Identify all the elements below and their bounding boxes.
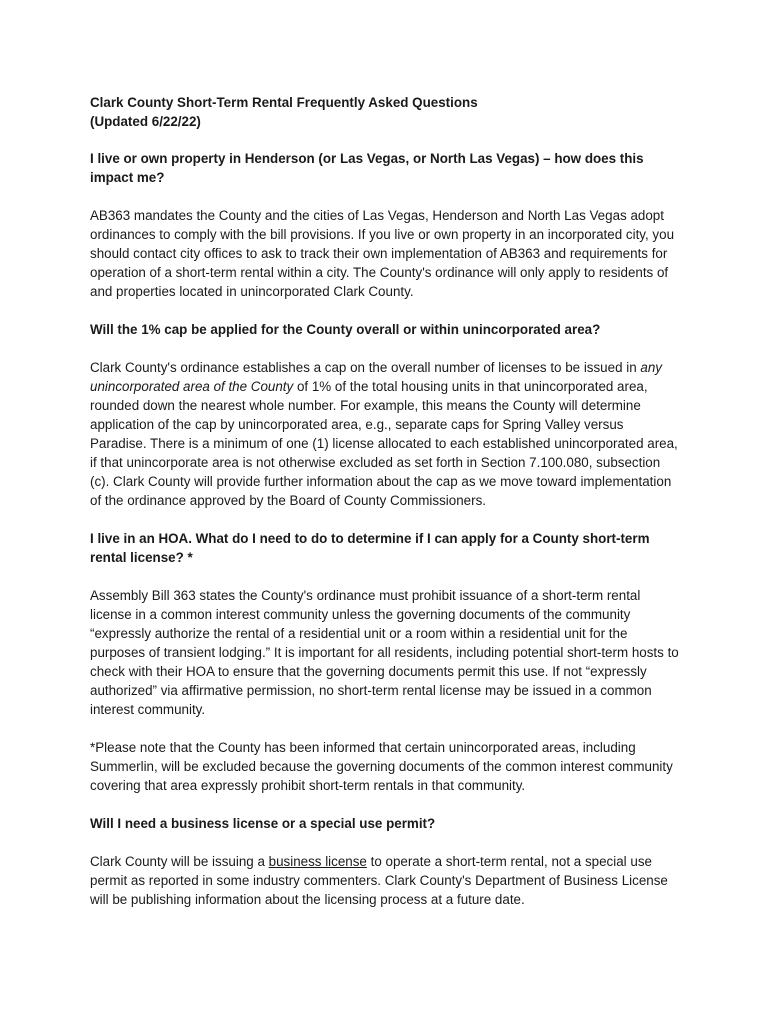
faq-note-3: *Please note that the County has been informed that certain unincorporated areas, including Summerlin, will be excluded because the governing documents of the common interest community covering that area expressly prohibit short-term rentals in that community. — [90, 740, 673, 793]
faq-answer-2-pre: Clark County's ordinance establishes a cap on the overall number of licenses to be issued in — [90, 360, 641, 375]
faq-answer-3: Assembly Bill 363 states the County's ordinance must prohibit issuance of a short-term rental license in a common interest community unless the governing documents of the community “expressly authorize the rental of a residential unit or a room within a residential unit for the purposes of transient lodging.” It is important for all residents, including potential short-term hosts to check with their HOA to ensure that the governing documents permit this use. If not “expressly authorized” via affirmative permission, no short-term rental license may be issued in a common interest community. — [90, 588, 679, 717]
business-license-link[interactable]: business license — [268, 854, 367, 869]
document-title — [90, 93, 682, 131]
faq-answer-1: AB363 mandates the County and the cities of Las Vegas, Henderson and North Las Vegas adopt ordinances to comply with the bill provisions. If you live or own property in an incorporated city, you should contact city offices to ask to track their own implementation of AB363 and requirements for operation of a short-term rental within a city. The County's ordinance will only apply to residents of and properties located in unincorporated Clark County. — [90, 208, 675, 299]
faq-question-4: Will I need a business license or a special use permit? — [90, 816, 436, 831]
title-line-2: (Updated 6/22/22) — [90, 114, 201, 129]
faq-answer-2-emphasis: any unincorporated area of the County — [90, 360, 662, 394]
faq-question-3: I live in an HOA. What do I need to do to determine if I can apply for a County short-term rental license? * — [90, 531, 650, 565]
document-page — [90, 93, 682, 928]
faq-question-2: Will the 1% cap be applied for the County overall or within unincorporated area? — [90, 322, 601, 337]
faq-answer-4-pre: Clark County will be issuing a — [90, 854, 269, 869]
title-line-1: Clark County Short-Term Rental Frequently Asked Questions — [90, 95, 478, 110]
faq-question-1: I live or own property in Henderson (or Las Vegas, or North Las Vegas) – how does this impact me? — [90, 151, 644, 185]
faq-answer-4 — [90, 852, 682, 909]
faq-answer-2-post: of 1% of the total housing units in that unincorporated area, rounded down the nearest whole number. For example, this means the County will determine application of the cap by unincorporated area, e.g., separate caps for Spring Valley versus Paradise. There is a minimum of one (1) license allocated to each established unincorporated area, if that unincorporate area is not otherwise excluded as set forth in Section 7.100.080, subsection (c). Clark County will provide further information about the cap as we move toward implementation of the ordinance approved by the Board of County Commissioners. — [90, 379, 678, 508]
faq-answer-4-post: to operate a short-term rental, not a special use permit as reported in some industry commenters. Clark County's Department of Business License will be publishing information about the licensing process at a future date. — [90, 854, 668, 907]
faq-answer-2 — [90, 358, 682, 510]
